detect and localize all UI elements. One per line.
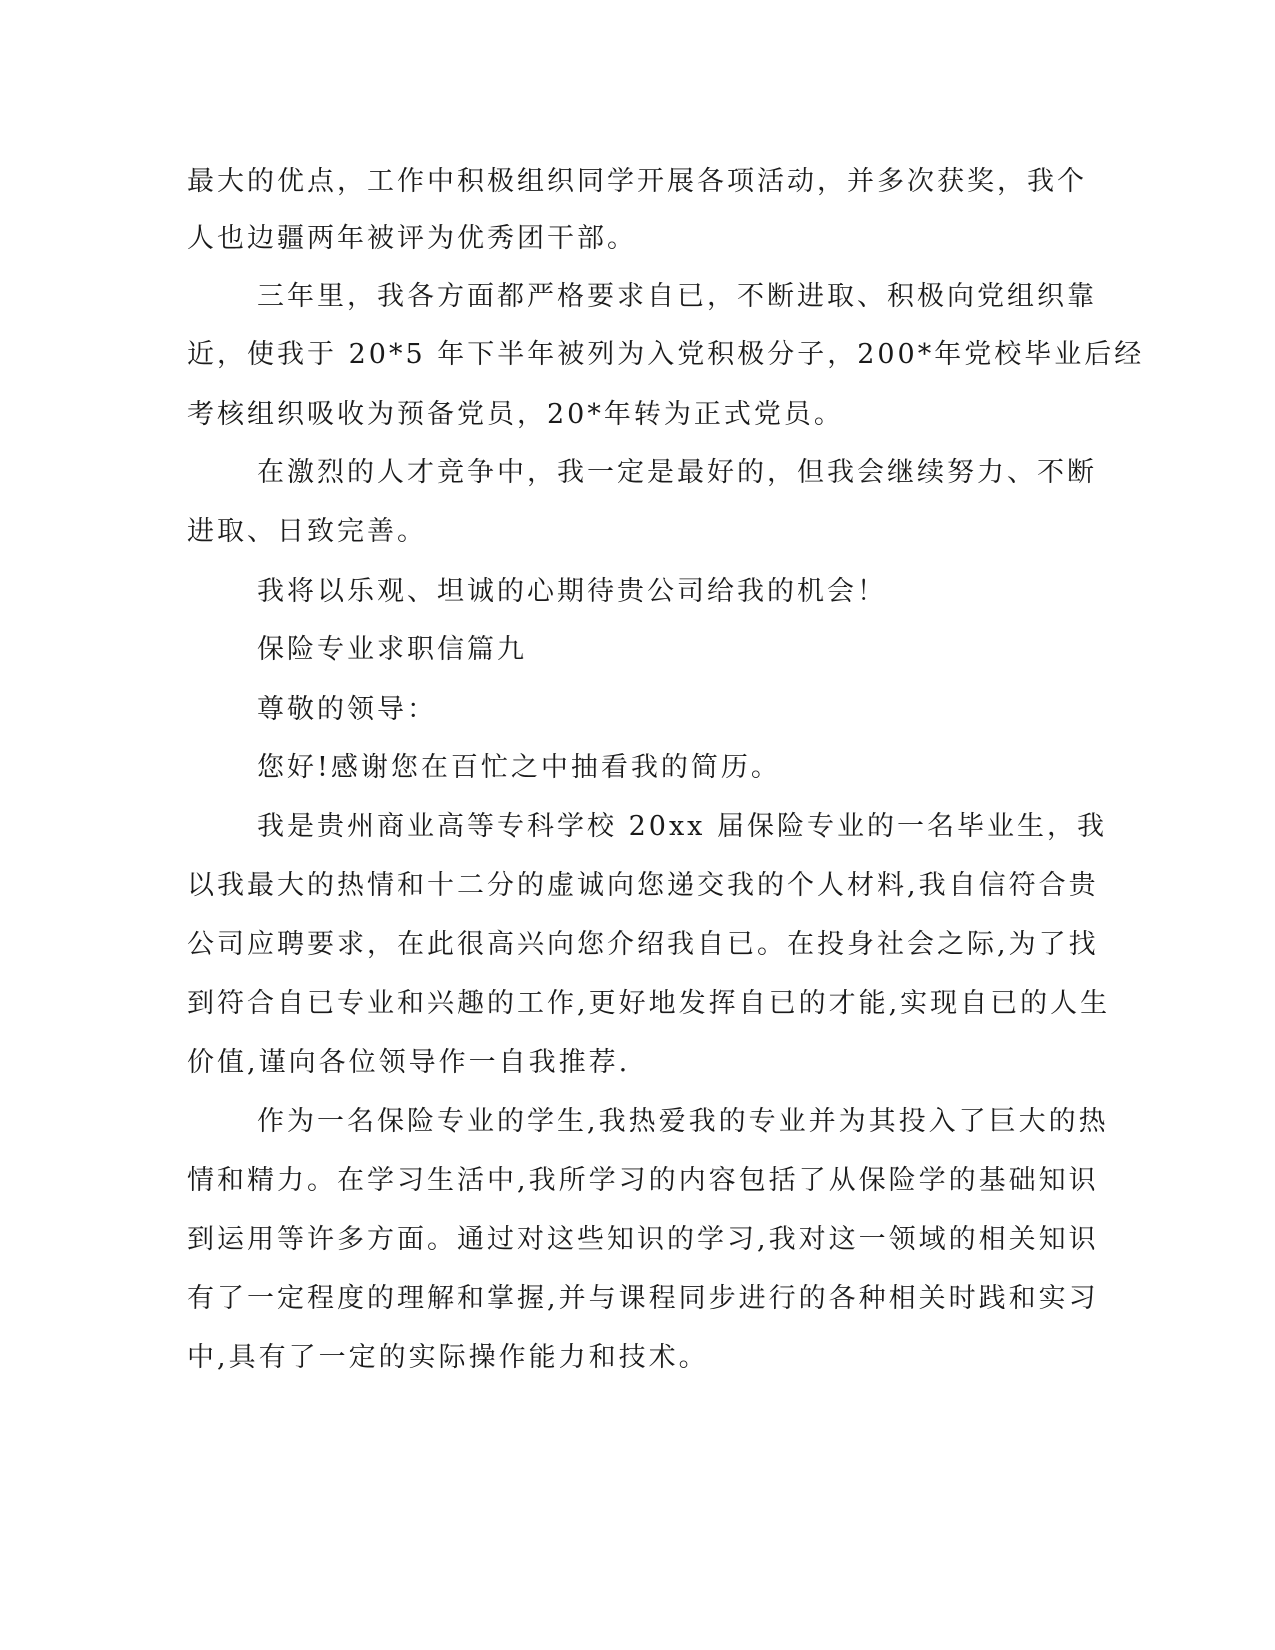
paragraph-3-line-2: 进取、日致完善。 <box>187 516 427 547</box>
paragraph-6-line-5: 中,具有了一定的实际操作能力和技术。 <box>187 1342 709 1373</box>
paragraph-6-line-4: 有了一定程度的理解和掌握,并与课程同步进行的各种相关时践和实习 <box>187 1283 1099 1314</box>
paragraph-2-line-3: 考核组织吸收为预备党员，20*年转为正式党员。 <box>187 399 844 430</box>
paragraph-3-line-1: 在激烈的人才竞争中，我一定是最好的，但我会继续努力、不断 <box>257 457 1097 488</box>
salutation: 尊敬的领导： <box>257 694 437 725</box>
paragraph-5-line-2: 以我最大的热情和十二分的虚诚向您递交我的个人材料,我自信符合贵 <box>187 870 1099 901</box>
paragraph-1-line-1: 最大的优点，工作中积极组织同学开展各项活动，并多次获奖，我个 <box>187 166 1087 197</box>
paragraph-2-line-2: 近，使我于 20*5 年下半年被列为入党积极分子，200*年党校毕业后经 <box>187 339 1145 370</box>
section-heading: 保险专业求职信篇九 <box>257 634 527 665</box>
greeting-line: 您好!感谢您在百忙之中抽看我的简历。 <box>257 752 781 783</box>
paragraph-5-line-3: 公司应聘要求，在此很高兴向您介绍我自已。在投身社会之际,为了找 <box>187 929 1099 960</box>
paragraph-5-line-1: 我是贵州商业高等专科学校 20xx 届保险专业的一名毕业生，我 <box>257 811 1107 842</box>
paragraph-6-line-1: 作为一名保险专业的学生,我热爱我的专业并为其投入了巨大的热 <box>257 1106 1109 1137</box>
paragraph-5-line-5: 价值,谨向各位领导作一自我推荐. <box>187 1047 631 1078</box>
paragraph-6-line-2: 情和精力。在学习生活中,我所学习的内容包括了从保险学的基础知识 <box>187 1165 1099 1196</box>
paragraph-4-line-1: 我将以乐观、坦诚的心期待贵公司给我的机会！ <box>257 576 887 607</box>
paragraph-1-line-2: 人也边疆两年被评为优秀团干部。 <box>187 223 637 254</box>
paragraph-5-line-4: 到符合自已专业和兴趣的工作,更好地发挥自已的才能,实现自已的人生 <box>187 988 1111 1019</box>
paragraph-6-line-3: 到运用等许多方面。通过对这些知识的学习,我对这一领域的相关知识 <box>187 1224 1099 1255</box>
paragraph-2-line-1: 三年里，我各方面都严格要求自已，不断进取、积极向党组织靠 <box>257 281 1097 312</box>
